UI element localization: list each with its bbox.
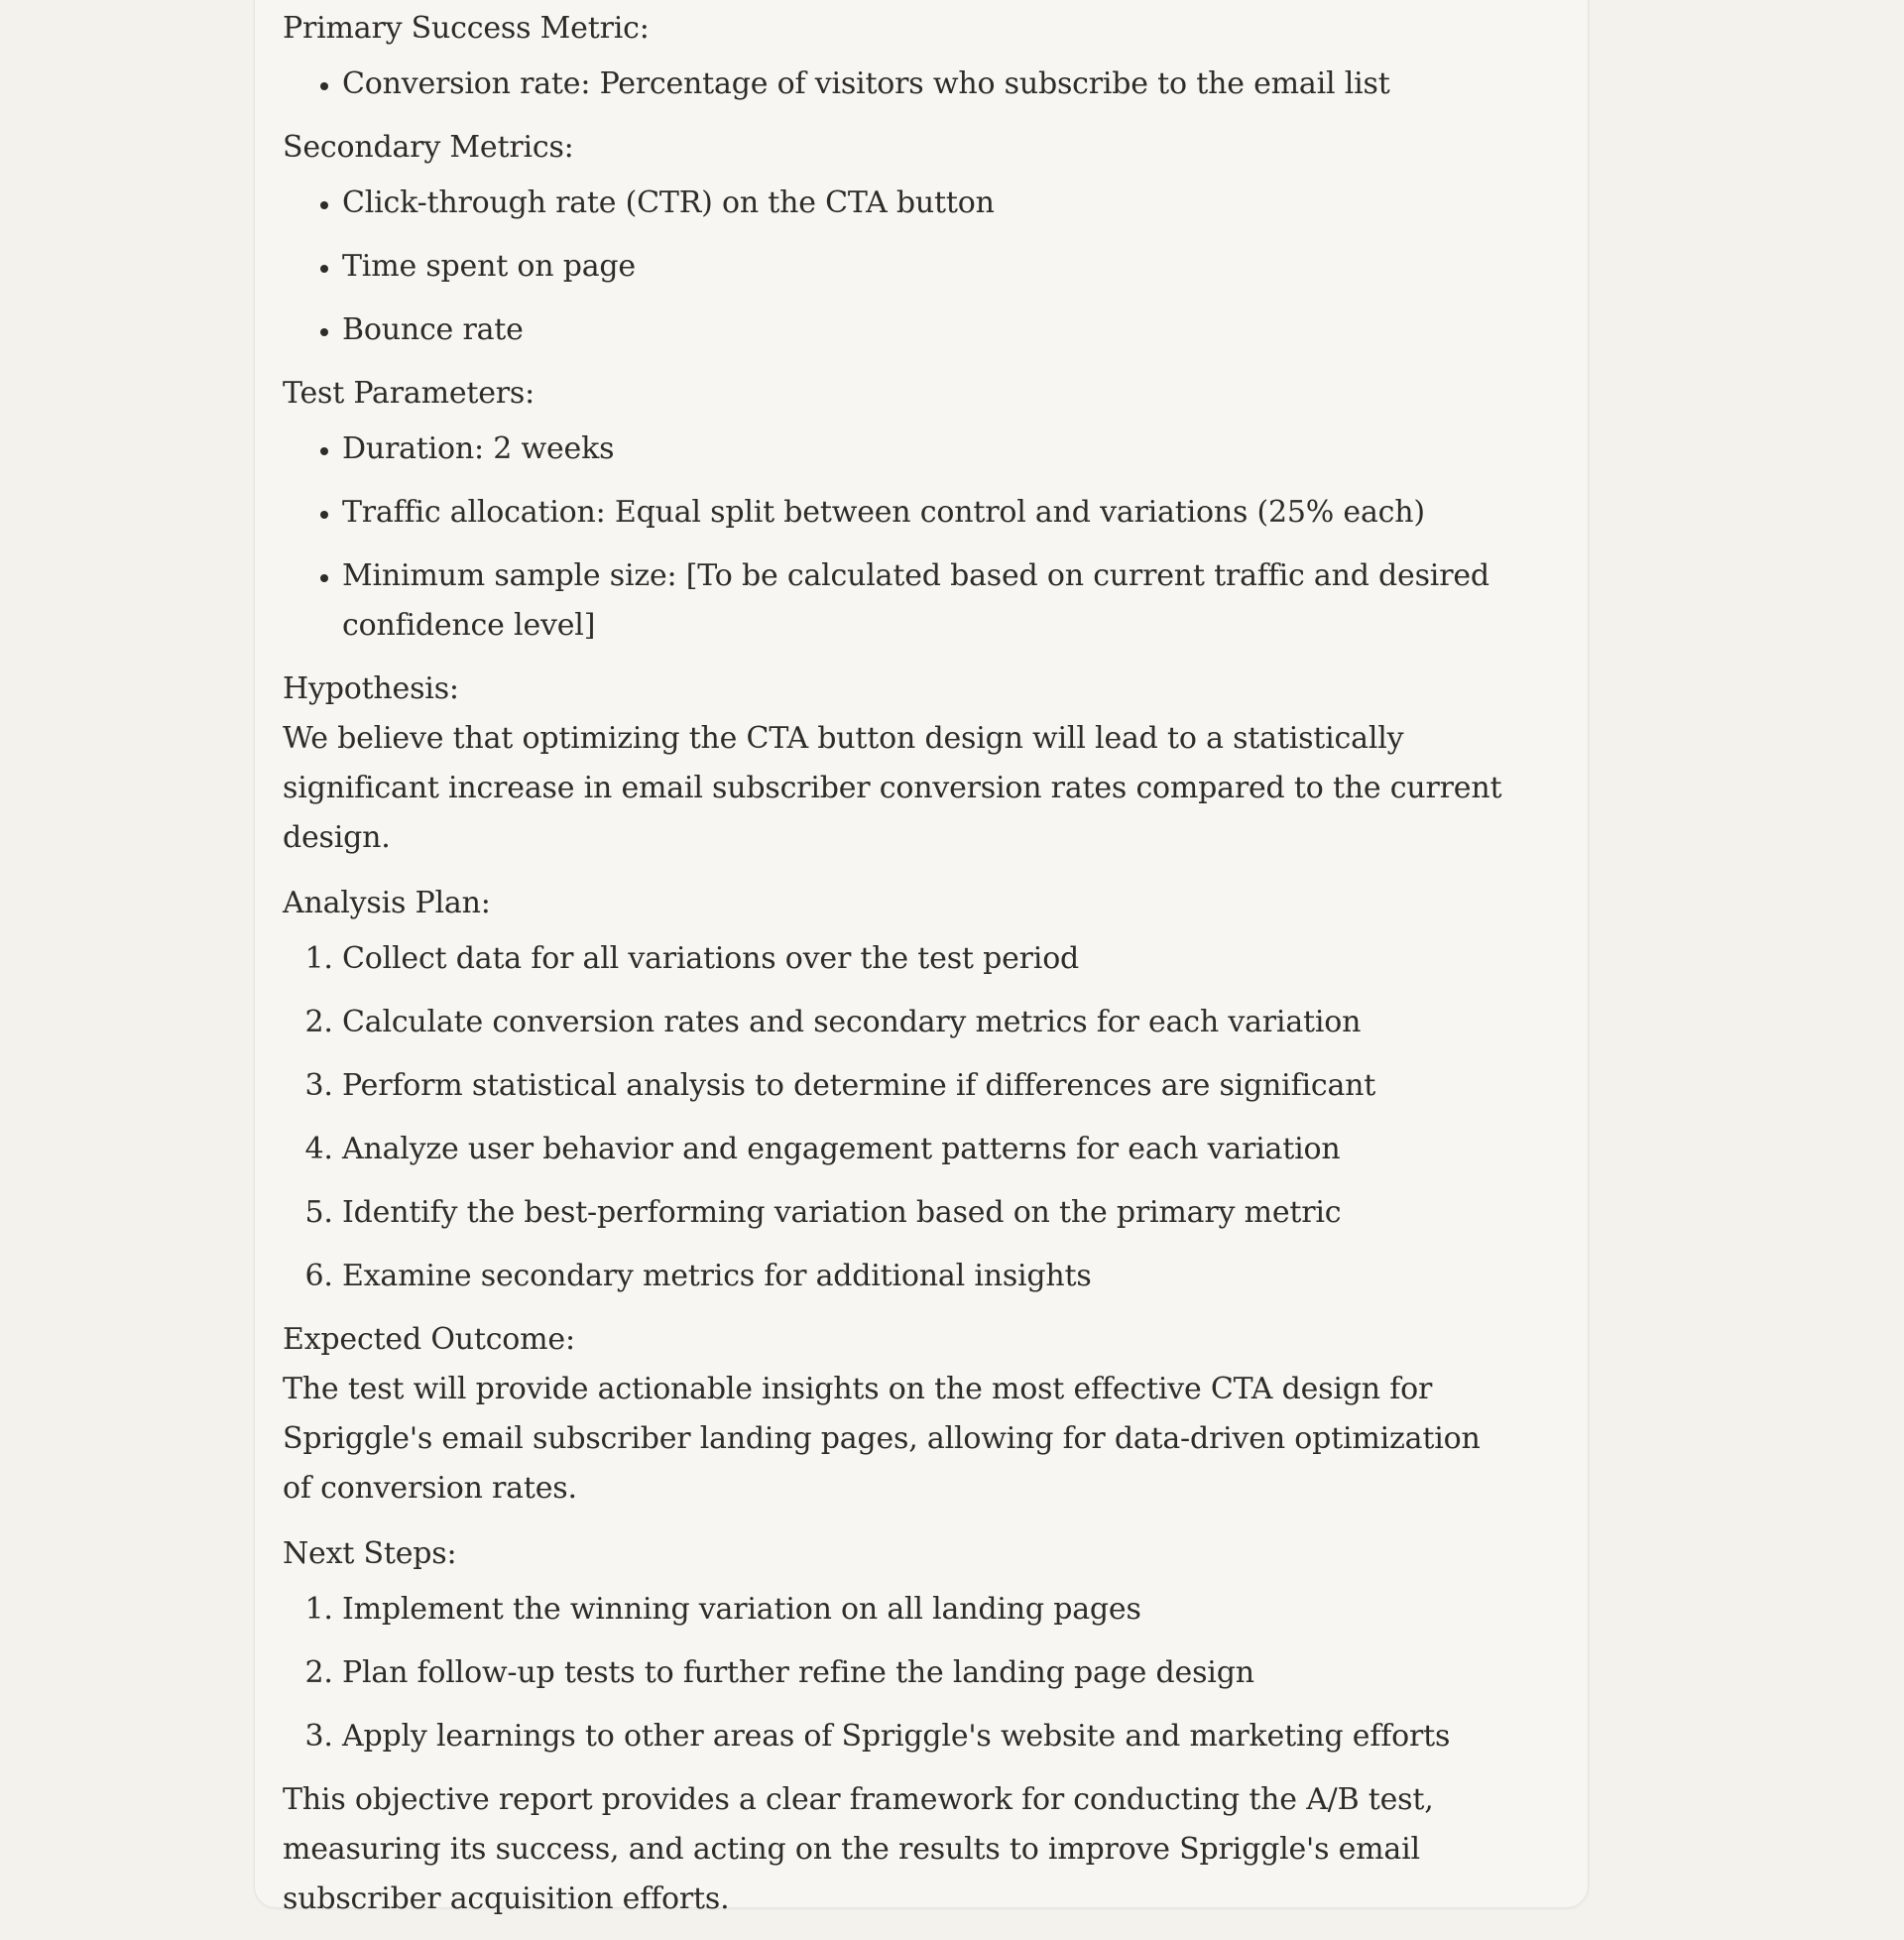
expected-outcome-heading: Expected Outcome: [283, 1322, 575, 1357]
next-steps-heading: Next Steps: [283, 1536, 457, 1571]
hypothesis-heading: Hypothesis: [283, 671, 459, 706]
list-item: • Minimum sample size: [To be calculated based on current traffic and desired confidence level] [342, 551, 1512, 651]
primary-metric-heading: Primary Success Metric: [283, 11, 650, 46]
list-item: 1. Implement the winning variation on all landing pages [342, 1585, 1512, 1635]
test-parameters-list [283, 424, 1512, 651]
analysis-plan-heading: Analysis Plan: [283, 886, 491, 920]
list-item: 2. Plan follow-up tests to further refine the landing page design [342, 1648, 1512, 1698]
list-item: • Click-through rate (CTR) on the CTA button [342, 179, 1512, 228]
secondary-metrics-heading: Secondary Metrics: [283, 130, 574, 165]
report-content [283, 0, 1512, 1940]
list-item: • Conversion rate: Percentage of visitors who subscribe to the email list [342, 60, 1512, 109]
list-item: • Time spent on page [342, 242, 1512, 292]
list-item: 6. Examine secondary metrics for additional insights [342, 1252, 1512, 1301]
list-item: 1. Collect data for all variations over the test period [342, 934, 1512, 984]
closing-paragraph: This objective report provides a clear framework for conducting the A/B test, measuring its success, and acting on the results to improve Spriggle's email subscriber acquisition efforts. [283, 1782, 1434, 1916]
test-parameters-heading: Test Parameters: [283, 376, 536, 411]
list-item: 3. Apply learnings to other areas of Spriggle's website and marketing efforts [342, 1712, 1512, 1761]
list-item: 5. Identify the best-performing variation based on the primary metric [342, 1188, 1512, 1238]
hypothesis-text: We believe that optimizing the CTA button design will lead to a statistically significant increase in email subscriber conversion rates compared to the current design. [283, 721, 1502, 855]
list-item: 4. Analyze user behavior and engagement patterns for each variation [342, 1125, 1512, 1174]
list-item: 2. Calculate conversion rates and secondary metrics for each variation [342, 998, 1512, 1047]
analysis-plan-list [283, 934, 1512, 1301]
primary-metric-list [283, 60, 1512, 109]
list-item: • Duration: 2 weeks [342, 424, 1512, 474]
list-item: • Bounce rate [342, 305, 1512, 355]
secondary-metrics-list [283, 179, 1512, 355]
next-steps-list [283, 1585, 1512, 1761]
expected-outcome-text: The test will provide actionable insights on the most effective CTA design for Spriggle's email subscriber landing pages, allowing for data-driven optimization of conversion rates. [283, 1372, 1481, 1506]
list-item: 3. Perform statistical analysis to determine if differences are significant [342, 1061, 1512, 1111]
list-item: • Traffic allocation: Equal split between control and variations (25% each) [342, 488, 1512, 538]
